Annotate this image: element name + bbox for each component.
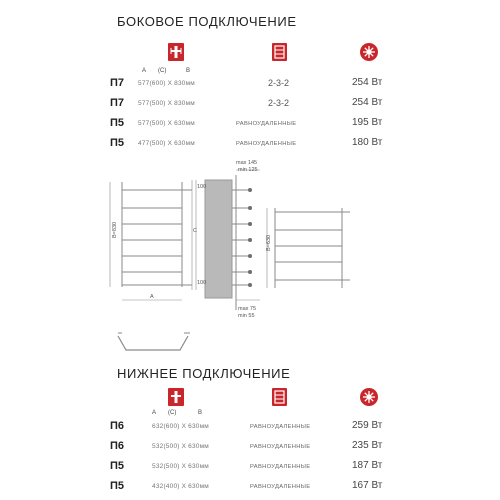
label-a: A [142, 68, 147, 74]
row-dims: 577(500) X 830мм [138, 100, 195, 107]
row-connection: РАВНОУДАЛЕННЫЕ [236, 141, 297, 147]
pipe-dimension-icon [168, 43, 184, 66]
c-label: С [193, 228, 197, 234]
row-dims: 532(500) X 630мм [152, 463, 209, 470]
row-model: П6 [110, 440, 125, 452]
height-label-left: В=830 [112, 221, 118, 238]
label-a: A [152, 410, 157, 416]
min-bottom-label: min 55 [238, 313, 255, 319]
connection-scheme-icon [272, 43, 287, 66]
max-top-label: max 145 [236, 160, 258, 166]
heat-power-icon [360, 388, 378, 411]
row-power: 235 Вт [352, 440, 383, 451]
row-dims: 432(400) X 630мм [152, 483, 209, 490]
pipe-dimension-icon [168, 388, 184, 411]
row-model: П7 [110, 77, 125, 89]
label-c: (C) [168, 410, 177, 416]
side-section-title: БОКОВОЕ ПОДКЛЮЧЕНИЕ [117, 14, 297, 29]
row-model: П6 [110, 420, 125, 432]
bottom-section-title: НИЖНЕЕ ПОДКЛЮЧЕНИЕ [117, 366, 291, 381]
max-bottom-label: max 75 [238, 306, 257, 312]
label-b: B [198, 410, 203, 416]
row-dims: 577(500) X 630мм [138, 120, 195, 127]
heat-power-icon [360, 43, 378, 66]
a-label: А [150, 294, 154, 300]
bottom-offset-label: 100 [197, 280, 207, 286]
row-model: П5 [110, 460, 125, 472]
row-power: 167 Вт [352, 480, 383, 491]
row-power: 254 Вт [352, 97, 383, 108]
row-model: П5 [110, 117, 125, 129]
row-dims: 632(600) X 630мм [152, 423, 209, 430]
row-model: П5 [110, 480, 125, 492]
height-label-right: В=630 [266, 234, 272, 251]
row-connection: РАВНОУДАЛЕННЫЕ [250, 424, 311, 430]
towel-rail-diagram [100, 150, 400, 360]
row-connection: РАВНОУДАЛЕННЫЕ [236, 121, 297, 127]
row-power: 195 Вт [352, 117, 383, 128]
connection-scheme-icon [272, 388, 287, 411]
row-connection: РАВНОУДАЛЕННЫЕ [250, 464, 311, 470]
row-connection: 2-3-2 [268, 98, 290, 108]
row-power: 187 Вт [352, 460, 383, 471]
row-power: 259 Вт [352, 420, 383, 431]
row-model: П7 [110, 97, 125, 109]
min-top-label: min 125 [238, 167, 258, 173]
row-dims: 532(500) X 630мм [152, 443, 209, 450]
row-dims: 577(600) X 830мм [138, 80, 195, 87]
row-power: 254 Вт [352, 77, 383, 88]
row-connection: РАВНОУДАЛЕННЫЕ [250, 484, 311, 490]
row-model: П5 [110, 137, 125, 149]
top-offset-label: 100 [197, 184, 207, 190]
row-connection: РАВНОУДАЛЕННЫЕ [250, 444, 311, 450]
row-connection: 2-3-2 [268, 78, 290, 88]
label-c: (C) [158, 68, 167, 74]
row-dims: 477(500) X 630мм [138, 140, 195, 147]
row-power: 180 Вт [352, 137, 383, 148]
label-b: B [186, 68, 191, 74]
